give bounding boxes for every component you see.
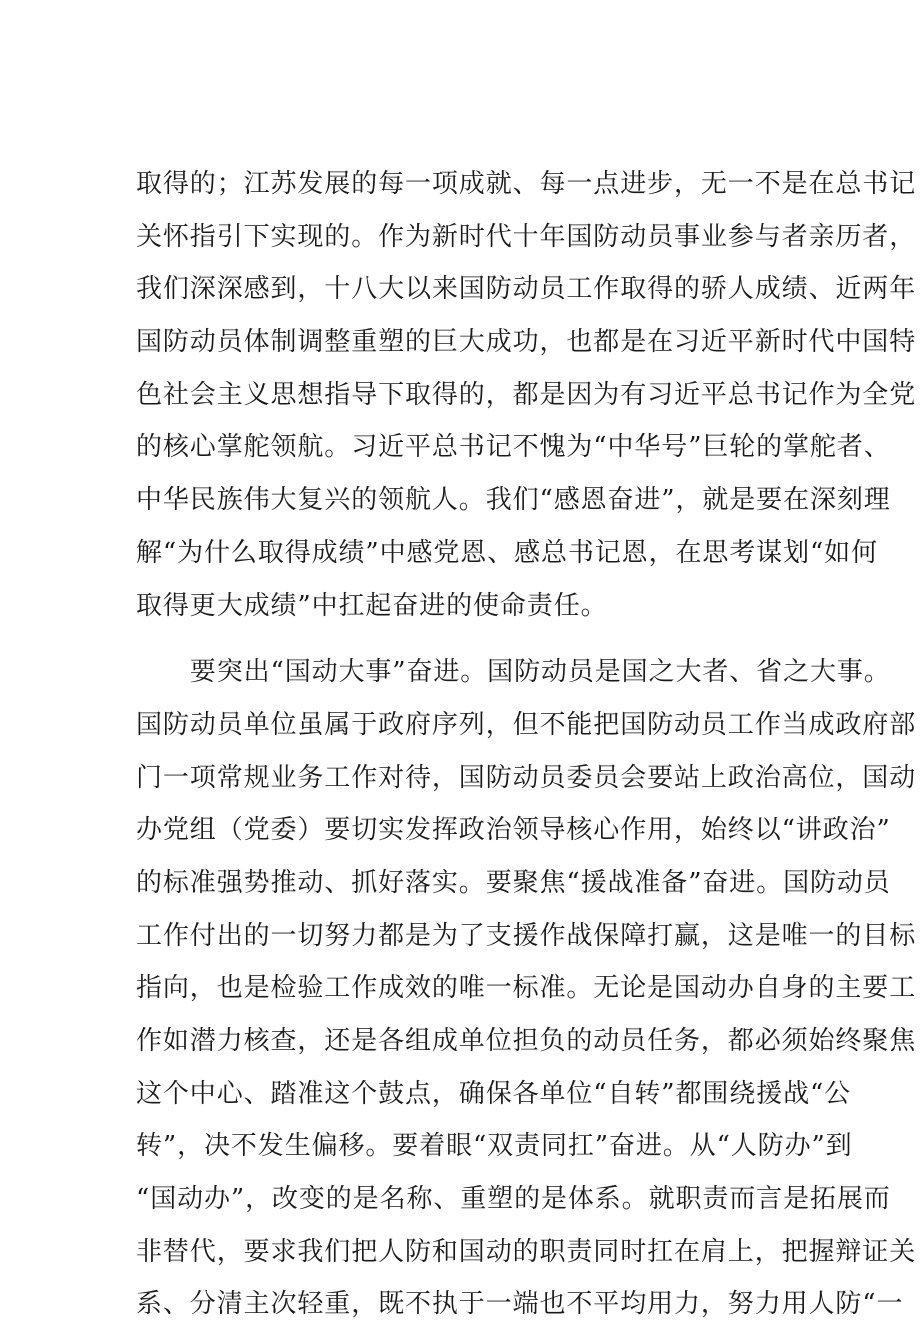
- text-line: 我们深深感到，十八大以来国防动员工作取得的骄人成绩、近两年: [136, 274, 917, 305]
- text-line: 系、分清主次轻重，既不执于一端也不平均用力，努力用人防“一: [136, 1289, 904, 1320]
- text-line: 要突出“国动大事”奋进。国防动员是国之大者、省之大事。: [136, 657, 891, 688]
- paragraph-2: [136, 646, 917, 1331]
- text-line: 国防动员体制调整重塑的巨大成功，也都是在习近平新时代中国特: [136, 327, 917, 358]
- text-line: 的核心掌舵领航。习近平总书记不愧为“中华号”巨轮的掌舵者、: [136, 432, 891, 463]
- text-line: 门一项常规业务工作对待，国防动员委员会要站上政治高位，国动: [136, 762, 917, 793]
- text-line: 这个中心、踏准这个鼓点，确保各单位“自转”都围绕援战“公: [136, 1078, 852, 1109]
- text-line: 的标准强势推动、抓好落实。要聚焦“援战准备”奋进。国防动员: [136, 867, 891, 898]
- text-line: 中华民族伟大复兴的领航人。我们“感恩奋进”，就是要在深刻理: [136, 485, 891, 516]
- text-line: 指向，也是检验工作成效的唯一标准。无论是国动办自身的主要工: [136, 973, 917, 1004]
- text-line: “国动办”，改变的是名称、重塑的是体系。就职责而言是拓展而: [136, 1184, 891, 1215]
- text-line: 工作付出的一切努力都是为了支援作战保障打赢，这是唯一的目标: [136, 920, 917, 951]
- text-line: 解“为什么取得成绩”中感党恩、感总书记恩，在思考谋划“如何: [136, 537, 878, 568]
- text-line: 取得的；江苏发展的每一项成就、每一点进步，无一不是在总书记: [136, 169, 917, 199]
- document-body: [136, 158, 917, 1331]
- text-line: 非替代，要求我们把人防和国动的职责同时扛在肩上，把握辩证关: [136, 1236, 917, 1267]
- paragraph-1: [136, 158, 917, 632]
- text-line: 作如潜力核查，还是各组成单位担负的动员任务，都必须始终聚焦: [136, 1026, 917, 1056]
- text-line: 关怀指引下实现的。作为新时代十年国防动员事业参与者亲历者，: [136, 221, 917, 252]
- text-line: 取得更大成绩”中扛起奋进的使命责任。: [136, 590, 608, 621]
- paragraph-gap: [136, 632, 792, 646]
- text-line: 办党组（党委）要切实发挥政治领导核心作用，始终以“讲政治”: [136, 815, 891, 846]
- text-line: 国防动员单位虽属于政府序列，但不能把国防动员工作当成政府部: [136, 709, 917, 740]
- text-line: 转”，决不发生偏移。要着眼“双责同扛”奋进。从“人防办”到: [136, 1131, 853, 1162]
- text-line: 色社会主义思想指导下取得的，都是因为有习近平总书记作为全党: [136, 379, 917, 410]
